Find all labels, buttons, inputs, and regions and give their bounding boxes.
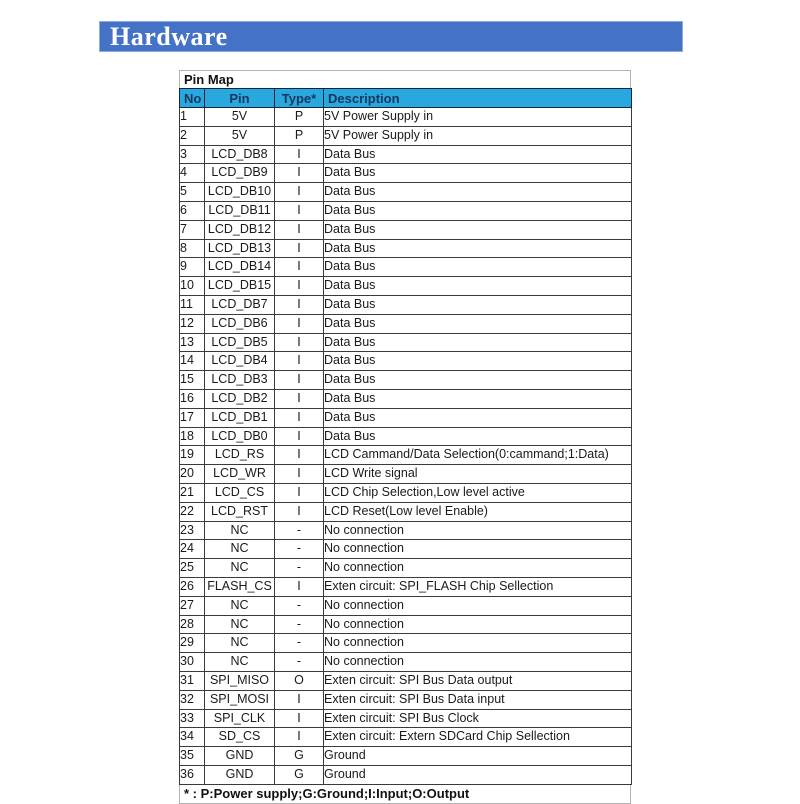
- cell-no: 30: [180, 653, 205, 672]
- cell-type: -: [275, 521, 324, 540]
- cell-type: I: [275, 258, 324, 277]
- cell-no: 13: [180, 333, 205, 352]
- cell-no: 23: [180, 521, 205, 540]
- cell-pin: LCD_DB3: [205, 371, 275, 390]
- cell-no: 21: [180, 483, 205, 502]
- table-row: [180, 540, 632, 559]
- cell-type: I: [275, 577, 324, 596]
- table-row: [180, 201, 632, 220]
- cell-pin: LCD_DB14: [205, 258, 275, 277]
- cell-type: P: [275, 108, 324, 127]
- banner-title: Hardware: [110, 21, 228, 51]
- cell-pin: FLASH_CS: [205, 577, 275, 596]
- cell-type: I: [275, 728, 324, 747]
- cell-pin: LCD_DB5: [205, 333, 275, 352]
- cell-type: I: [275, 371, 324, 390]
- table-row: [180, 653, 632, 672]
- cell-no: 10: [180, 277, 205, 296]
- cell-desc: No connection: [324, 653, 632, 672]
- cell-type: I: [275, 709, 324, 728]
- cell-desc: Data Bus: [324, 333, 632, 352]
- cell-no: 25: [180, 559, 205, 578]
- cell-no: 29: [180, 634, 205, 653]
- cell-type: I: [275, 183, 324, 202]
- cell-no: 5: [180, 183, 205, 202]
- cell-pin: SPI_CLK: [205, 709, 275, 728]
- cell-pin: LCD_DB2: [205, 389, 275, 408]
- cell-desc: LCD Cammand/Data Selection(0:cammand;1:Data): [324, 446, 632, 465]
- column-header-type: Type*: [275, 89, 324, 108]
- cell-type: I: [275, 446, 324, 465]
- table-row: [180, 220, 632, 239]
- table-row: [180, 765, 632, 784]
- cell-desc: Exten circuit: Extern SDCard Chip Sellection: [324, 728, 632, 747]
- cell-desc: LCD Write signal: [324, 465, 632, 484]
- cell-desc: Data Bus: [324, 258, 632, 277]
- table-row: [180, 277, 632, 296]
- cell-no: 4: [180, 164, 205, 183]
- table-row: [180, 728, 632, 747]
- cell-no: 15: [180, 371, 205, 390]
- cell-type: I: [275, 408, 324, 427]
- cell-desc: Data Bus: [324, 239, 632, 258]
- cell-pin: NC: [205, 596, 275, 615]
- table-row: [180, 126, 632, 145]
- table-row: [180, 634, 632, 653]
- cell-desc: Data Bus: [324, 183, 632, 202]
- cell-pin: LCD_DB0: [205, 427, 275, 446]
- cell-desc: Data Bus: [324, 220, 632, 239]
- cell-no: 9: [180, 258, 205, 277]
- column-header-no: No: [180, 89, 205, 108]
- cell-desc: Data Bus: [324, 408, 632, 427]
- cell-pin: GND: [205, 747, 275, 766]
- cell-no: 8: [180, 239, 205, 258]
- cell-desc: No connection: [324, 634, 632, 653]
- table-header-row: [180, 89, 632, 108]
- cell-desc: 5V Power Supply in: [324, 126, 632, 145]
- cell-pin: SPI_MOSI: [205, 690, 275, 709]
- cell-type: I: [275, 352, 324, 371]
- table-footnote: * : P:Power supply;G:Ground;I:Input;O:Output: [179, 785, 631, 804]
- cell-no: 31: [180, 671, 205, 690]
- table-row: [180, 108, 632, 127]
- hardware-banner: [99, 21, 683, 52]
- cell-desc: Data Bus: [324, 371, 632, 390]
- cell-type: G: [275, 747, 324, 766]
- cell-desc: 5V Power Supply in: [324, 108, 632, 127]
- cell-type: I: [275, 145, 324, 164]
- table-row: [180, 427, 632, 446]
- cell-pin: LCD_DB6: [205, 314, 275, 333]
- cell-pin: LCD_RST: [205, 502, 275, 521]
- cell-pin: LCD_DB13: [205, 239, 275, 258]
- cell-no: 22: [180, 502, 205, 521]
- cell-no: 24: [180, 540, 205, 559]
- cell-type: O: [275, 671, 324, 690]
- cell-type: I: [275, 333, 324, 352]
- table-row: [180, 747, 632, 766]
- cell-type: I: [275, 465, 324, 484]
- table-title: Pin Map: [179, 70, 631, 88]
- cell-type: P: [275, 126, 324, 145]
- table-row: [180, 314, 632, 333]
- table-row: [180, 295, 632, 314]
- table-row: [180, 559, 632, 578]
- cell-type: -: [275, 634, 324, 653]
- cell-pin: SD_CS: [205, 728, 275, 747]
- cell-no: 35: [180, 747, 205, 766]
- table-row: [180, 408, 632, 427]
- table-row: [180, 145, 632, 164]
- pin-table: [179, 88, 632, 785]
- cell-pin: GND: [205, 765, 275, 784]
- table-row: [180, 258, 632, 277]
- cell-no: 14: [180, 352, 205, 371]
- table-row: [180, 521, 632, 540]
- cell-no: 36: [180, 765, 205, 784]
- cell-desc: Data Bus: [324, 352, 632, 371]
- cell-type: -: [275, 559, 324, 578]
- cell-type: I: [275, 201, 324, 220]
- cell-no: 1: [180, 108, 205, 127]
- table-row: [180, 371, 632, 390]
- cell-no: 27: [180, 596, 205, 615]
- cell-pin: LCD_DB11: [205, 201, 275, 220]
- cell-pin: LCD_WR: [205, 465, 275, 484]
- cell-desc: Exten circuit: SPI_FLASH Chip Sellection: [324, 577, 632, 596]
- cell-desc: Data Bus: [324, 427, 632, 446]
- cell-pin: 5V: [205, 126, 275, 145]
- cell-desc: Exten circuit: SPI Bus Data input: [324, 690, 632, 709]
- table-row: [180, 483, 632, 502]
- cell-pin: 5V: [205, 108, 275, 127]
- cell-no: 7: [180, 220, 205, 239]
- cell-no: 19: [180, 446, 205, 465]
- cell-desc: Data Bus: [324, 201, 632, 220]
- cell-pin: NC: [205, 653, 275, 672]
- table-row: [180, 239, 632, 258]
- cell-pin: SPI_MISO: [205, 671, 275, 690]
- table-row: [180, 502, 632, 521]
- cell-pin: LCD_DB8: [205, 145, 275, 164]
- cell-no: 6: [180, 201, 205, 220]
- cell-pin: LCD_DB1: [205, 408, 275, 427]
- cell-type: I: [275, 239, 324, 258]
- table-row: [180, 709, 632, 728]
- cell-type: I: [275, 220, 324, 239]
- cell-type: I: [275, 389, 324, 408]
- table-row: [180, 164, 632, 183]
- column-header-desc: Description: [324, 89, 632, 108]
- cell-desc: Data Bus: [324, 295, 632, 314]
- table-row: [180, 352, 632, 371]
- pin-map-table: [179, 70, 631, 804]
- table-row: [180, 690, 632, 709]
- cell-no: 20: [180, 465, 205, 484]
- cell-type: -: [275, 540, 324, 559]
- cell-no: 33: [180, 709, 205, 728]
- cell-desc: Exten circuit: SPI Bus Clock: [324, 709, 632, 728]
- cell-desc: Data Bus: [324, 145, 632, 164]
- cell-desc: No connection: [324, 596, 632, 615]
- table-row: [180, 389, 632, 408]
- cell-no: 34: [180, 728, 205, 747]
- cell-desc: No connection: [324, 559, 632, 578]
- cell-type: I: [275, 314, 324, 333]
- cell-desc: LCD Chip Selection,Low level active: [324, 483, 632, 502]
- cell-type: I: [275, 277, 324, 296]
- cell-no: 26: [180, 577, 205, 596]
- cell-type: I: [275, 502, 324, 521]
- cell-desc: No connection: [324, 540, 632, 559]
- cell-pin: LCD_DB4: [205, 352, 275, 371]
- cell-type: I: [275, 427, 324, 446]
- cell-pin: LCD_CS: [205, 483, 275, 502]
- cell-type: -: [275, 653, 324, 672]
- table-row: [180, 671, 632, 690]
- cell-desc: Ground: [324, 747, 632, 766]
- cell-no: 2: [180, 126, 205, 145]
- table-row: [180, 183, 632, 202]
- table-row: [180, 577, 632, 596]
- cell-type: -: [275, 596, 324, 615]
- cell-desc: Data Bus: [324, 389, 632, 408]
- cell-desc: LCD Reset(Low level Enable): [324, 502, 632, 521]
- cell-desc: Data Bus: [324, 277, 632, 296]
- cell-pin: NC: [205, 521, 275, 540]
- column-header-pin: Pin: [205, 89, 275, 108]
- cell-desc: Exten circuit: SPI Bus Data output: [324, 671, 632, 690]
- cell-pin: LCD_DB12: [205, 220, 275, 239]
- cell-pin: LCD_RS: [205, 446, 275, 465]
- cell-desc: Data Bus: [324, 164, 632, 183]
- cell-type: I: [275, 295, 324, 314]
- cell-pin: NC: [205, 634, 275, 653]
- cell-pin: LCD_DB9: [205, 164, 275, 183]
- cell-no: 11: [180, 295, 205, 314]
- cell-pin: LCD_DB7: [205, 295, 275, 314]
- table-row: [180, 596, 632, 615]
- cell-desc: Ground: [324, 765, 632, 784]
- cell-no: 16: [180, 389, 205, 408]
- cell-no: 17: [180, 408, 205, 427]
- cell-type: G: [275, 765, 324, 784]
- cell-desc: No connection: [324, 615, 632, 634]
- table-row: [180, 333, 632, 352]
- table-row: [180, 465, 632, 484]
- cell-no: 12: [180, 314, 205, 333]
- cell-pin: NC: [205, 540, 275, 559]
- cell-type: I: [275, 483, 324, 502]
- cell-type: I: [275, 690, 324, 709]
- table-row: [180, 446, 632, 465]
- cell-type: I: [275, 164, 324, 183]
- cell-no: 3: [180, 145, 205, 164]
- cell-type: -: [275, 615, 324, 634]
- cell-no: 28: [180, 615, 205, 634]
- cell-no: 18: [180, 427, 205, 446]
- cell-pin: NC: [205, 615, 275, 634]
- cell-desc: No connection: [324, 521, 632, 540]
- cell-no: 32: [180, 690, 205, 709]
- table-row: [180, 615, 632, 634]
- cell-pin: LCD_DB15: [205, 277, 275, 296]
- cell-pin: LCD_DB10: [205, 183, 275, 202]
- cell-pin: NC: [205, 559, 275, 578]
- cell-desc: Data Bus: [324, 314, 632, 333]
